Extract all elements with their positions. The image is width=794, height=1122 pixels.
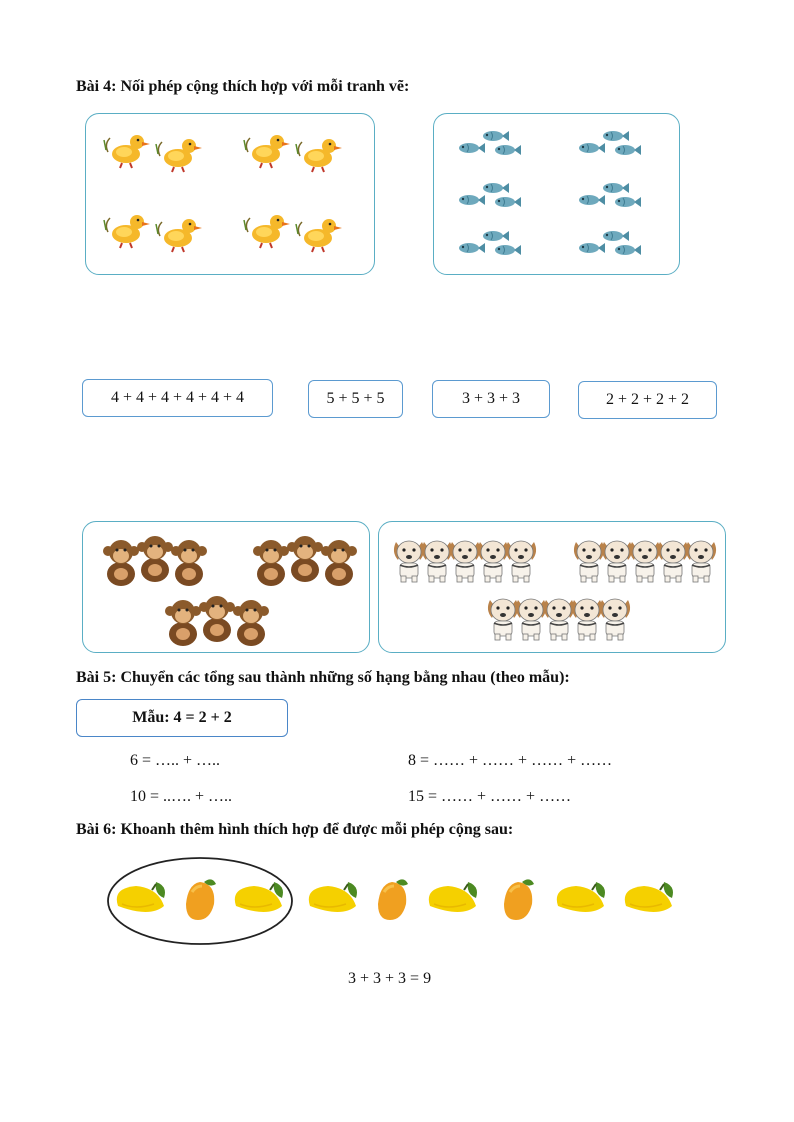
picture-ducks[interactable] [85,113,375,275]
duck-icon [102,124,358,264]
bai6-equation: 3 + 3 + 3 = 9 [348,970,432,987]
sample-box: Mẫu: 4 = 2 + 2 [76,699,288,737]
mango-orange-icon [504,879,534,920]
mango-yellow-icon [429,882,477,912]
exercise-row[interactable]: 6 = ….. + ….. [130,752,221,769]
monkey-icon [97,532,357,648]
mango-orange-icon [378,879,408,920]
equation-option[interactable]: 4 + 4 + 4 + 4 + 4 + 4 [82,379,273,417]
exercise-row[interactable]: 10 = ..…. + ….. [130,788,233,805]
mango-yellow-icon [625,882,673,912]
fish-icon [454,124,664,264]
bai5-heading: Bài 5: Chuyển các tổng sau thành những số hạng bằng nhau (theo mẫu): [76,669,570,686]
picture-fish[interactable] [433,113,680,275]
mango-row [112,872,684,932]
bai4-heading: Bài 4: Nối phép cộng thích hợp với mỗi tranh vẽ: [76,78,410,95]
mango-orange-icon [186,879,216,920]
equation-option[interactable]: 3 + 3 + 3 [432,380,550,418]
bai6-heading: Bài 6: Khoanh thêm hình thích hợp để được mỗi phép cộng sau: [76,821,514,838]
dog-icon [391,538,717,648]
picture-dogs[interactable] [378,521,726,653]
mango-yellow-icon [309,882,357,912]
picture-monkeys[interactable] [82,521,370,653]
mango-yellow-icon [557,882,605,912]
mango-yellow-icon [117,882,165,912]
exercise-row[interactable]: 15 = …… + …… + …… [408,788,572,805]
equation-option[interactable]: 5 + 5 + 5 [308,380,403,418]
equation-option[interactable]: 2 + 2 + 2 + 2 [578,381,717,419]
mango-yellow-icon [235,882,283,912]
exercise-row[interactable]: 8 = …… + …… + …… + …… [408,752,613,769]
